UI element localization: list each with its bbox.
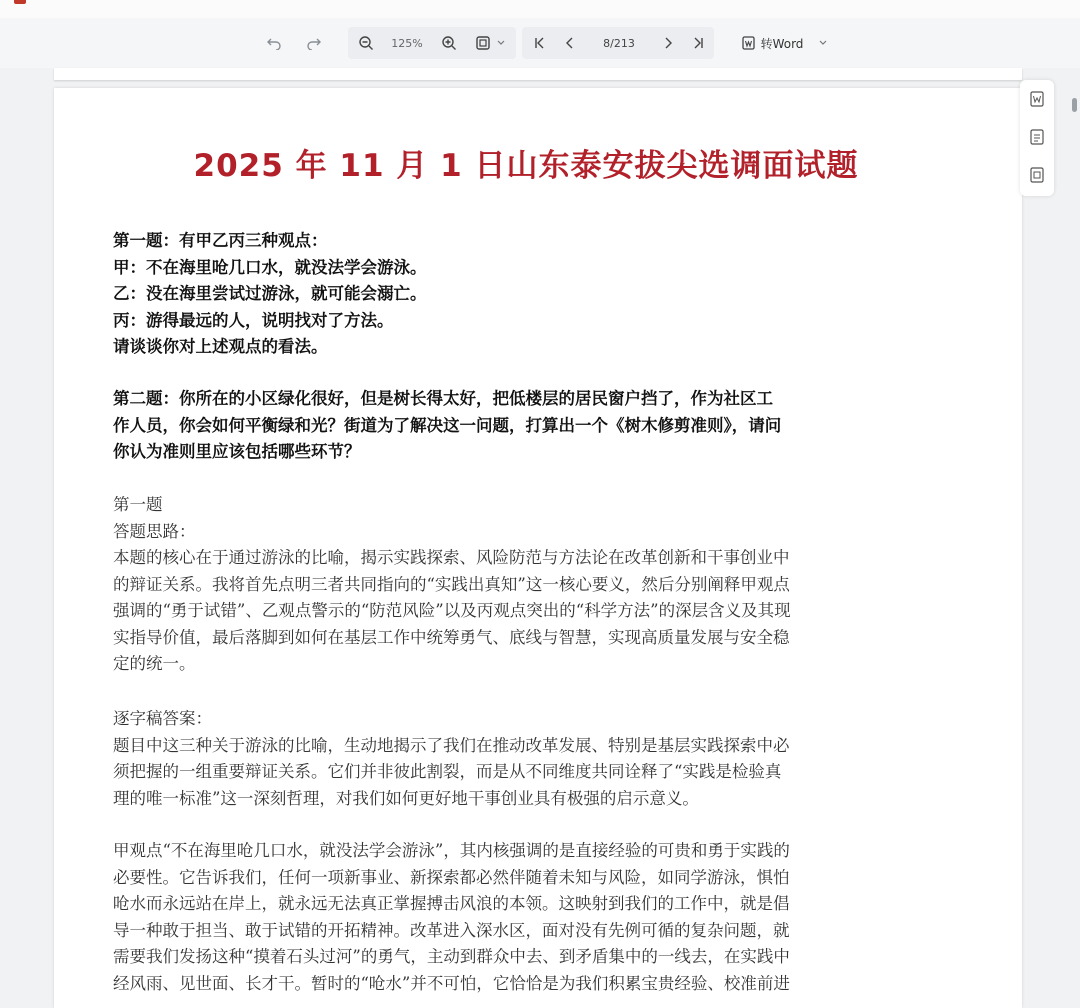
question-1-line: 乙：没在海里尝试过游泳，就可能会溺亡。 bbox=[113, 284, 427, 303]
app-tab-indicator bbox=[14, 0, 26, 4]
doc-pdf-icon[interactable] bbox=[1028, 166, 1046, 184]
answer-section-3 bbox=[113, 838, 948, 997]
answer-line: 呛水而永远站在岸上，就永远无法真正掌握搏击风浪的本领。这映射到我们的工作中，就是倡 bbox=[113, 894, 790, 913]
approach-line: 的辩证关系。我将首先点明三者共同指向的“实践出真知”这一核心要义，然后分别阐释甲观点 bbox=[113, 574, 790, 594]
next-page-icon[interactable] bbox=[656, 30, 680, 56]
doc-w-icon[interactable] bbox=[1028, 90, 1046, 108]
undo-icon[interactable] bbox=[262, 30, 286, 56]
convert-chevron-down-icon[interactable] bbox=[816, 30, 830, 56]
approach-heading: 答题思路： bbox=[113, 521, 196, 541]
answer-section-1 bbox=[113, 492, 948, 678]
answer-script-heading: 逐字稿答案： bbox=[113, 709, 212, 728]
window-top-strip bbox=[0, 0, 1080, 19]
chevron-down-icon[interactable] bbox=[494, 30, 508, 56]
zoom-level[interactable]: 125% bbox=[391, 36, 423, 50]
redo-icon[interactable] bbox=[302, 30, 326, 56]
question-2 bbox=[113, 386, 948, 466]
answer-line: 甲观点“不在海里呛几口水，就没法学会游泳”，其内核强调的是直接经验的可贵和勇于实践的 bbox=[113, 841, 790, 860]
question-1-line: 丙：游得最远的人，说明找对了方法。 bbox=[113, 310, 394, 330]
approach-line: 定的统一。 bbox=[113, 654, 196, 673]
answer-line: 题目中这三种关于游泳的比喻，生动地揭示了我们在推动改革发展、特别是基层实践探索中必 bbox=[113, 735, 790, 755]
zoom-in-icon[interactable] bbox=[437, 30, 461, 56]
answer-line: 必要性。它告诉我们，任何一项新事业、新探索都必然伴随着未知与风险，如同学游泳，惧怕 bbox=[113, 867, 790, 887]
answer-line: 经风雨、见世面、长才干。暂时的“呛水”并不可怕，它恰恰是为我们积累宝贵经验、校准前进 bbox=[113, 973, 790, 993]
answer-section-2 bbox=[113, 706, 948, 812]
side-tool-panel bbox=[1020, 80, 1054, 196]
convert-word-icon bbox=[741, 35, 757, 51]
prev-page-icon[interactable] bbox=[558, 30, 582, 56]
zoom-out-icon[interactable] bbox=[354, 30, 378, 56]
document-title: 2025 年 11 月 1 日山东泰安拔尖选调面试题 bbox=[193, 148, 859, 184]
page-indicator[interactable]: 8/213 bbox=[603, 36, 635, 50]
approach-line: 实指导价值，最后落脚到如何在基层工作中统筹勇气、底线与智慧，实现高质量发展与安全稳 bbox=[113, 627, 790, 647]
doc-page-icon[interactable] bbox=[1028, 128, 1046, 146]
approach-line: 本题的核心在于通过游泳的比喻，揭示实践探索、风险防范与方法论在改革创新和干事创业中 bbox=[113, 548, 790, 567]
convert-word-button[interactable] bbox=[736, 30, 808, 56]
fit-page-icon[interactable] bbox=[471, 30, 495, 56]
answer-line: 须把握的一组重要辩证关系。它们并非彼此割裂，而是从不同维度共同诠释了“实践是检验真 bbox=[113, 762, 782, 781]
previous-page-edge bbox=[54, 68, 1022, 80]
answer-line: 需要我们发扬这种“摸着石头过河”的勇气，主动到群众中去、到矛盾集中的一线去，在实践中 bbox=[113, 947, 790, 966]
pdf-toolbar bbox=[0, 18, 1080, 68]
question-2-line: 你认为准则里应该包括哪些环节？ bbox=[113, 442, 361, 461]
question-1-line: 第一题：有甲乙丙三种观点： bbox=[113, 231, 328, 250]
question-1 bbox=[113, 228, 948, 361]
last-page-icon[interactable] bbox=[686, 30, 710, 56]
scrollbar-thumb[interactable] bbox=[1072, 98, 1077, 112]
answer-line: 理的唯一标准”这一深刻哲理，对我们如何更好地干事创业具有极强的启示意义。 bbox=[113, 788, 699, 808]
first-page-icon[interactable] bbox=[528, 30, 552, 56]
question-2-line: 第二题：你所在的小区绿化很好，但是树长得太好，把低楼层的居民窗户挡了，作为社区工 bbox=[113, 389, 773, 408]
answer-heading: 第一题 bbox=[113, 495, 163, 514]
convert-word-label: 转Word bbox=[760, 36, 804, 51]
approach-line: 强调的“勇于试错”、乙观点警示的“防范风险”以及丙观点突出的“科学方法”的深层含义及其现 bbox=[113, 601, 791, 620]
answer-line: 导一种敢于担当、敢于试错的开拓精神。改革进入深水区，面对没有先例可循的复杂问题，就 bbox=[113, 920, 790, 940]
question-1-line: 请谈谈你对上述观点的看法。 bbox=[113, 337, 328, 356]
question-1-line: 甲：不在海里呛几口水，就没法学会游泳。 bbox=[113, 257, 427, 277]
question-2-line: 作人员，你会如何平衡绿和光？街道为了解决这一问题，打算出一个《树木修剪准则》，请问 bbox=[113, 415, 782, 435]
